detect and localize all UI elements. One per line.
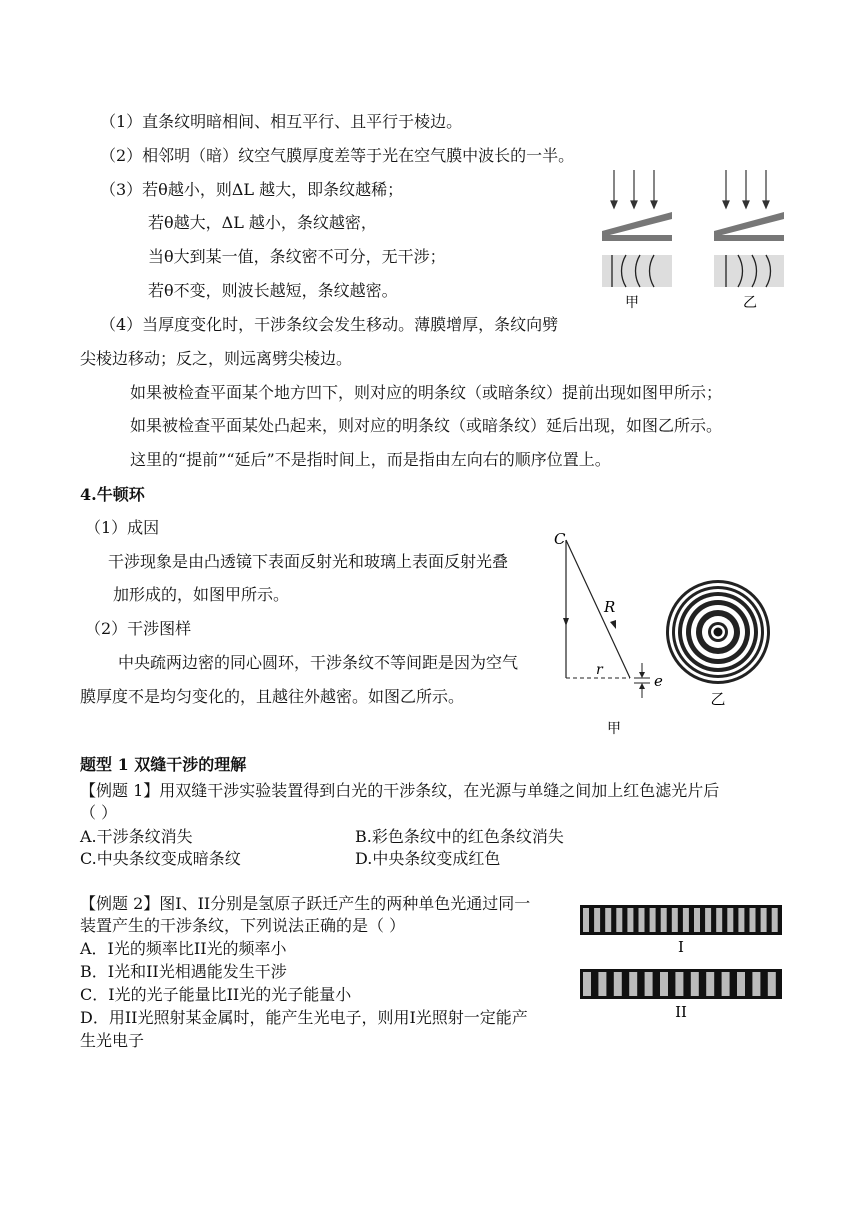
option-b: B.彩色条纹中的红色条纹消失 bbox=[355, 827, 564, 846]
option-c: C.中央条纹变成暗条纹 bbox=[80, 849, 241, 868]
fringe-stripe bbox=[705, 908, 711, 932]
label-e: e bbox=[654, 672, 663, 690]
text-line: 干涉现象是由凸透镜下表面反射光和玻璃上表面反射光叠 bbox=[108, 552, 509, 571]
fringe-stripe bbox=[752, 972, 760, 996]
fringe-stripe bbox=[583, 972, 591, 996]
newton-label-left: 甲 bbox=[607, 721, 621, 737]
fringe-stripe bbox=[737, 972, 745, 996]
fringe-stripe bbox=[750, 908, 756, 932]
newton-heading: 4.牛顿环 bbox=[80, 485, 145, 504]
option-a: A.干涉条纹消失 bbox=[80, 827, 193, 846]
fringe-figure bbox=[580, 900, 785, 1025]
text-line: 当θ大到某一值，条纹密不可分，无干涉； bbox=[148, 247, 446, 266]
fringe-label-i: I bbox=[678, 938, 684, 956]
text-line: （1）直条纹明暗相间、相互平行、且平行于棱边。 bbox=[100, 112, 463, 131]
fringe-stripe bbox=[639, 908, 645, 932]
fringe-stripe bbox=[716, 908, 722, 932]
option-b: B．I光和II光相遇能发生干涉 bbox=[80, 962, 287, 981]
fringe-stripe bbox=[605, 908, 611, 932]
text-line: （3）若θ越小，则ΔL 越大，即条纹越稀； bbox=[100, 180, 404, 199]
fringe-stripe bbox=[629, 972, 637, 996]
fringe-stripe bbox=[616, 908, 622, 932]
wedge-figure bbox=[596, 165, 796, 315]
fringe-stripe bbox=[691, 972, 699, 996]
fringe-stripe bbox=[772, 908, 778, 932]
fringe-stripe bbox=[683, 908, 689, 932]
text-line: 膜厚度不是均匀变化的，且越往外越密。如图乙所示。 bbox=[80, 687, 465, 706]
fringe-label-ii: II bbox=[675, 1003, 687, 1021]
text-line: 若θ越大，ΔL 越小，条纹越密， bbox=[148, 213, 377, 232]
text-line: 尖棱边移动；反之，则远离劈尖棱边。 bbox=[80, 349, 353, 368]
section-title: 题型 1 双缝干涉的理解 bbox=[80, 755, 247, 774]
fringe-stripe bbox=[660, 972, 668, 996]
text-line: 若θ不变，则波长越短，条纹越密。 bbox=[148, 281, 398, 300]
newton-rings bbox=[665, 578, 775, 708]
answer-paren: （ ） bbox=[80, 803, 118, 822]
fringe-stripe bbox=[614, 972, 622, 996]
example-2-stem: 装置产生的干涉条纹，下列说法正确的是（ ） bbox=[80, 916, 406, 935]
label-r: r bbox=[596, 662, 603, 678]
fringe-stripe bbox=[722, 972, 730, 996]
fringe-stripe bbox=[645, 972, 653, 996]
text-line: 如果被检查平面某个地方凹下，则对应的明条纹（或暗条纹）提前出现如图甲所示； bbox=[130, 383, 723, 402]
fringe-stripe bbox=[627, 908, 633, 932]
fringe-stripe bbox=[694, 908, 700, 932]
label-c: C bbox=[554, 530, 566, 548]
fringe-stripe bbox=[672, 908, 678, 932]
label-r-radius: R bbox=[604, 598, 616, 616]
fringe-stripe bbox=[727, 908, 733, 932]
fringe-stripe bbox=[650, 908, 656, 932]
fringe-stripe bbox=[761, 908, 767, 932]
wedge-label-left: 甲 bbox=[625, 295, 639, 311]
text-line: （4）当厚度变化时，干涉条纹会发生移动。薄膜增厚，条纹向劈 bbox=[100, 315, 559, 334]
option-d: D．用II光照射某金属时，能产生光电子，则用I光照射一定能产 bbox=[80, 1008, 528, 1027]
option-a: A．I光的频率比II光的频率小 bbox=[80, 939, 287, 958]
option-d: D.中央条纹变成红色 bbox=[355, 849, 501, 868]
fringe-stripe bbox=[583, 908, 589, 932]
newton-label-right: 乙 bbox=[710, 690, 726, 708]
text-line: （2）相邻明（暗）纹空气膜厚度差等于光在空气膜中波长的一半。 bbox=[100, 146, 575, 165]
pattern-title: （2）干涉图样 bbox=[85, 619, 192, 638]
text-line: 中央疏两边密的同心圆环，干涉条纹不等间距是因为空气 bbox=[118, 653, 519, 672]
text-line: 如果被检查平面某处凸起来，则对应的明条纹（或暗条纹）延后出现，如图乙所示。 bbox=[130, 416, 723, 435]
fringe-stripe bbox=[675, 972, 683, 996]
option-d-cont: 生光电子 bbox=[80, 1031, 145, 1050]
fringe-stripe bbox=[598, 972, 606, 996]
fringe-stripe bbox=[661, 908, 667, 932]
text-line: 这里的“提前”“延后”不是指时间上，而是指由左向右的顺序位置上。 bbox=[130, 450, 611, 469]
fringe-stripe bbox=[738, 908, 744, 932]
fringe-stripe bbox=[706, 972, 714, 996]
example-2-stem: 【例题 2】图I、II分别是氢原子跃迁产生的两种单色光通过同一 bbox=[80, 894, 531, 913]
fringe-stripe bbox=[768, 972, 776, 996]
text-line: 加形成的，如图甲所示。 bbox=[113, 585, 290, 604]
wedge-label-right: 乙 bbox=[743, 295, 757, 311]
fringe-stripe bbox=[594, 908, 600, 932]
cause-title: （1）成因 bbox=[85, 518, 160, 537]
option-c: C．I光的光子能量比II光的光子能量小 bbox=[80, 985, 352, 1004]
example-1-stem: 【例题 1】用双缝干涉实验装置得到白光的干涉条纹，在光源与单缝之间加上红色滤光片后 bbox=[80, 781, 720, 800]
